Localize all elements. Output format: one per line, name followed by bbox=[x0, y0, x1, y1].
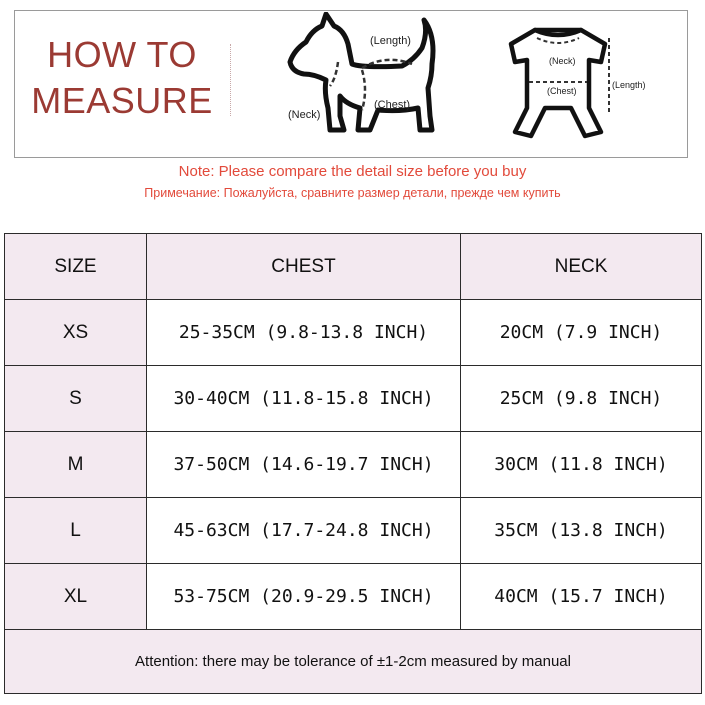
neck-cell: 20CM (7.9 INCH) bbox=[461, 300, 702, 366]
dog-length-label: (Length) bbox=[370, 35, 411, 47]
neck-cell: 30CM (11.8 INCH) bbox=[461, 432, 702, 498]
size-chart-table bbox=[4, 233, 702, 694]
banner-divider bbox=[230, 44, 231, 116]
title-line-2: MEASURE bbox=[31, 80, 213, 121]
garment-chest-label: (Chest) bbox=[547, 86, 577, 96]
chest-column-header: CHEST bbox=[147, 234, 461, 300]
garment-measure-illustration bbox=[505, 18, 655, 152]
size-column-header: SIZE bbox=[5, 234, 147, 300]
table-header-row bbox=[5, 234, 702, 300]
dog-measure-illustration bbox=[282, 12, 452, 152]
garment-neck-label: (Neck) bbox=[549, 56, 576, 66]
garment-neck-dashed-line bbox=[537, 38, 579, 43]
table-footer-row bbox=[5, 630, 702, 694]
size-cell: XL bbox=[5, 564, 147, 630]
tolerance-note: Attention: there may be tolerance of ±1-2cm measured by manual bbox=[5, 630, 702, 694]
neck-column-header: NECK bbox=[461, 234, 702, 300]
dog-chest-label: (Chest) bbox=[374, 99, 411, 111]
compare-size-note: Note: Please compare the detail size before you buy bbox=[178, 163, 527, 180]
neck-cell: 25CM (9.8 INCH) bbox=[461, 366, 702, 432]
compare-size-note-russian: Примечание: Пожалуйста, сравните размер детали, прежде чем купить bbox=[144, 186, 561, 200]
table-row bbox=[5, 366, 702, 432]
chest-cell: 45-63CM (17.7-24.8 INCH) bbox=[147, 498, 461, 564]
size-cell: XS bbox=[5, 300, 147, 366]
garment-length-label: (Length) bbox=[612, 80, 646, 90]
size-cell: S bbox=[5, 366, 147, 432]
table-row bbox=[5, 564, 702, 630]
chest-dashed-line bbox=[362, 70, 365, 110]
size-cell: L bbox=[5, 498, 147, 564]
chest-cell: 30-40CM (11.8-15.8 INCH) bbox=[147, 366, 461, 432]
chest-cell: 25-35CM (9.8-13.8 INCH) bbox=[147, 300, 461, 366]
title-line-1: HOW TO bbox=[47, 34, 197, 75]
neck-cell: 35CM (13.8 INCH) bbox=[461, 498, 702, 564]
how-to-measure-title bbox=[22, 32, 222, 124]
dog-neck-label: (Neck) bbox=[288, 109, 321, 121]
neck-dashed-line bbox=[330, 62, 338, 86]
size-cell: M bbox=[5, 432, 147, 498]
table-row bbox=[5, 432, 702, 498]
chest-cell: 53-75CM (20.9-29.5 INCH) bbox=[147, 564, 461, 630]
chest-cell: 37-50CM (14.6-19.7 INCH) bbox=[147, 432, 461, 498]
neck-cell: 40CM (15.7 INCH) bbox=[461, 564, 702, 630]
table-row bbox=[5, 300, 702, 366]
table-row bbox=[5, 498, 702, 564]
